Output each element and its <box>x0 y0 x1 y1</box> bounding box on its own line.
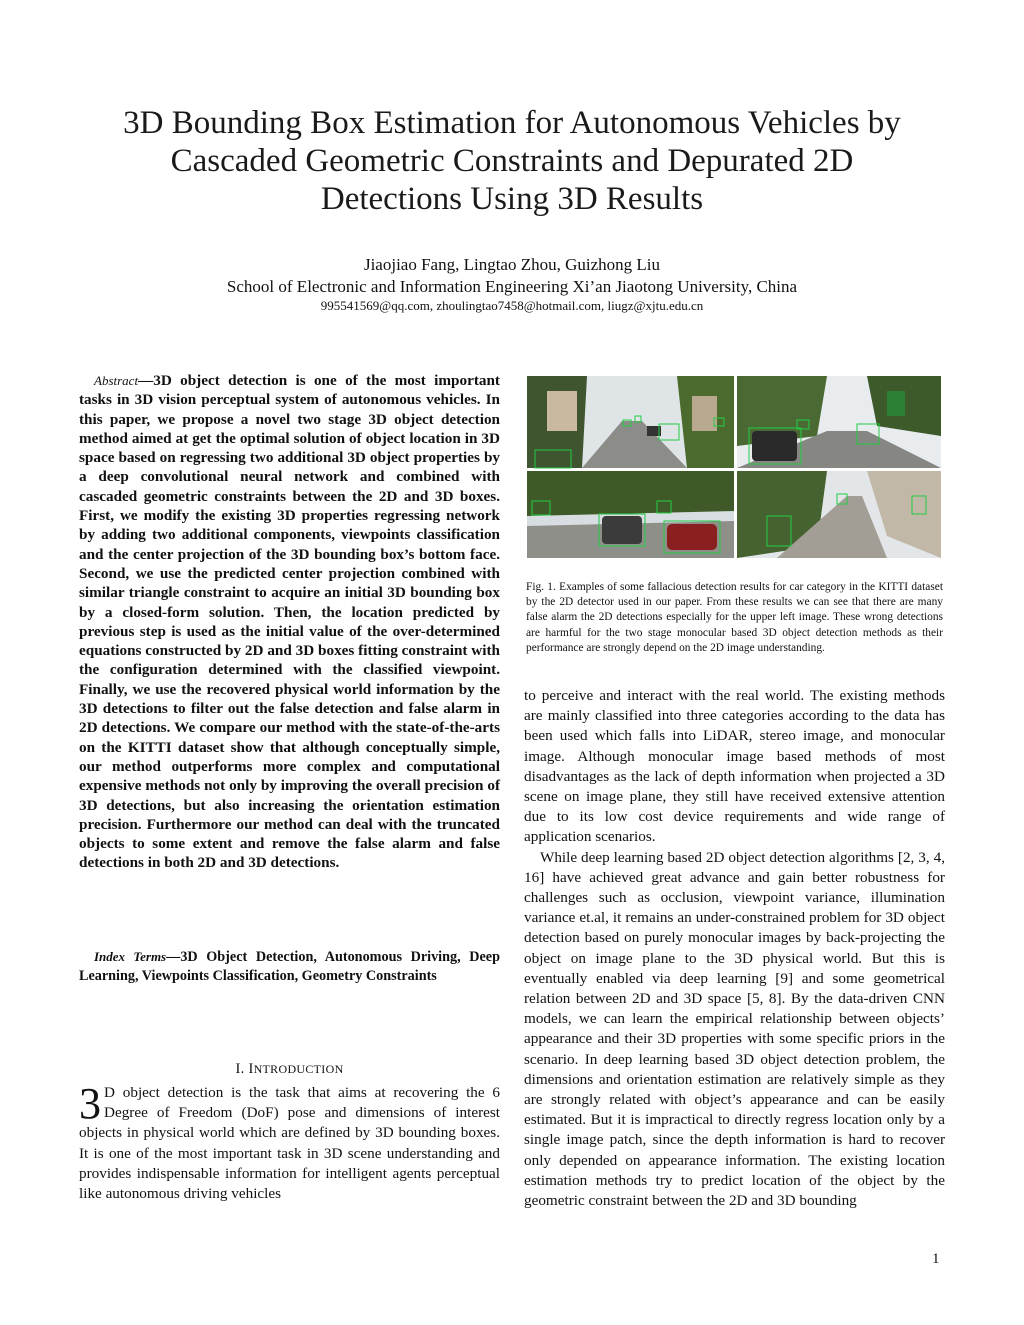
abstract <box>79 371 500 873</box>
section-number: I. <box>235 1061 245 1077</box>
image-bottom-left <box>527 471 734 558</box>
introduction-paragraph <box>79 1079 500 1204</box>
index-terms <box>79 947 500 986</box>
author-emails: 995541569@qq.com, zhoulingtao7458@hotmail.com, liugz@xjtu.edu.cn <box>320 298 704 313</box>
detection-examples <box>527 376 941 558</box>
image-top-right <box>737 376 941 468</box>
introduction-text: D object detection is the task that aims at recovering the 6 Degree of Freedom (DoF) pose and dimensions of interest objects in physical world which are defined by 3D bounding boxes. It is one of the most important task in 3D scene understanding and provides indispensable information for intelligent agents perceptual like autonomous driving vehicles <box>79 1084 500 1203</box>
author-list: Jiaojiao Fang, Lingtao Zhou, Guizhong Liu <box>363 255 661 274</box>
index-terms-text: —3D Object Detection, Autonomous Driving, Deep Learning, Viewpoints Classification, Geometry Constraints <box>79 949 500 984</box>
affiliation: School of Electronic and Information Engineering Xi’an Jiaotong University, China <box>226 277 798 296</box>
image-top-left <box>527 376 734 468</box>
section-heading-introduction <box>79 1060 500 1078</box>
section-title-rest: NTRODUCTION <box>253 1062 344 1076</box>
drop-cap: 3 <box>79 1079 101 1128</box>
figure-1-image-grid <box>527 376 941 558</box>
figure-1-caption: Fig. 1. Examples of some fallacious detection results for car category in the KITTI dataset by the 2D detector used in our paper. From these results we can see that there are many false alarm the 2D detections especially for the upper left image. These wrong detections are harmful for the two stage monocular based 3D object detection methods as their performance are strongly depend on the 2D image understanding. <box>526 581 943 654</box>
abstract-text: —3D object detection is one of the most important tasks in 3D vision perceptual system of autonomous vehicles. In this paper, we propose a novel two stage 3D object detection method aimed at get the optimal solution of object location in 3D space based on regressing two additional 3D object properties by a deep convolutional neural network and combined with cascaded geometric constraints between the 2D and 3D boxes. First, we modify the existing 3D properties regressing network by adding two additional components, viewpoints classification and the center projection of the 3D bounding box’s bottom face. Second, we use the predicted center projection combined with similar triangle constraint to acquire an initial 3D bounding box by a closed-form solution. Then, the location predicted by previous step is used as the initial value of the over-determined equations constructed by 2D and 3D boxes fitting constraint with the configuration determined with the classified viewpoint. Finally, we use the recovered physical world information by the 3D detections to filter out the false detection and false alarm in 2D detections. We compare our method with the state-of-the-arts on the KITTI dataset show that although conceptually simple, our method outperforms more complex and computational expensive methods not only by improving the overall precision of 3D detections, but also increasing the orientation estimation precision. Furthermore our method can deal with the truncated objects to some extent and remove the false alarm and false detections in both 2D and 3D detections. <box>79 372 500 872</box>
section-initial: I <box>248 1061 254 1077</box>
abstract-label: Abstract <box>94 373 139 388</box>
body-paragraph-1: to perceive and interact with the real world. The existing methods are mainly classified into three categories according to the data has been used which falls into LiDAR, stereo image, and monocular image. Although monocular image based methods of most disadvantages as the lack of depth information when projected a 3D scene on image plane, they still have received extensive attention due to its low cost device requirements and wide range of application scenarios. <box>524 687 945 846</box>
right-column-body <box>524 686 945 1211</box>
index-terms-label: Index Terms <box>94 949 167 964</box>
page-number: 1 <box>932 1251 940 1267</box>
image-bottom-right <box>737 471 941 558</box>
body-paragraph-2: While deep learning based 2D object detection algorithms [2, 3, 4, 16] have achieved great advance and gain better robustness for challenges such as occlusion, viewpoint variance, illumination variance et.al, it remains an under-constrained problem for 3D object detection based on purely monocular images by back-projecting the object on image plane to the 3D physical world. But this is eventually enabled via deep learning [9] and some geometrical relation between 2D and 3D space [5, 8]. By the data-driven CNN models, we can learn the empirical relationship between objects’ appearance and their 3D properties with some specific priors in the scenario. In deep learning based 3D object detection problem, the dimensions and orientation estimation are relatively simple as they are strongly related with object’s appearance and can be easily estimated. But it is impractical to directly regress location only by a single image patch, since the depth information is hard to recover only depended on appearance information. The existing location estimation methods try to predict location of the object by the geometric constraint between the 2D and 3D bounding <box>524 848 945 1210</box>
paper-title: 3D Bounding Box Estimation for Autonomous Vehicles by Cascaded Geometric Constraints and Depurated 2D Detections Using 3D Results <box>123 105 901 217</box>
